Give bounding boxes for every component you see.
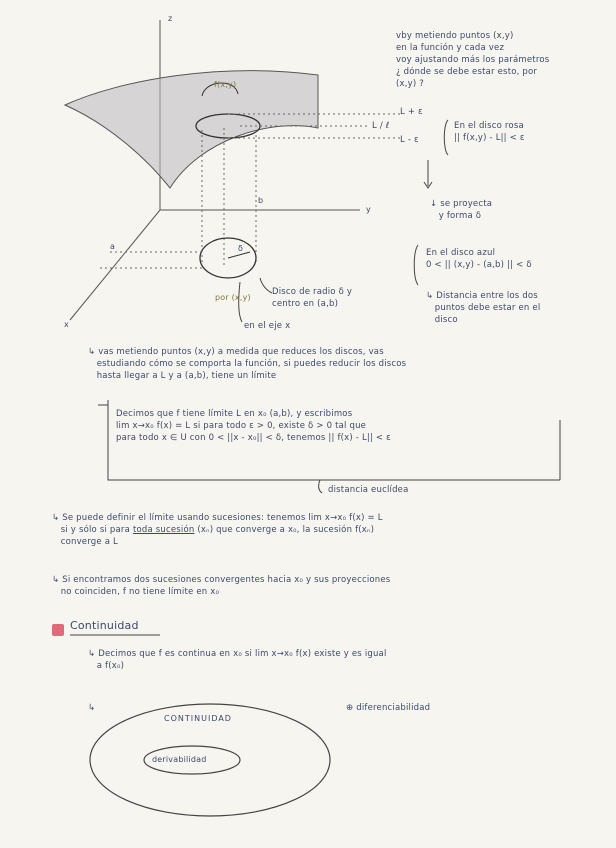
label-distancia-euclidea: distancia euclídea [328, 485, 409, 495]
note-disco-azul: En el disco azul 0 < || (x,y) - (a,b) || < δ [426, 248, 532, 270]
axis-z-label: z [168, 14, 173, 23]
axis-y-label: y [366, 205, 371, 214]
para2-start: ↳ Se puede definir el límite usando sucesiones: tenemos lim x→x₀ f(x) = L si y sólo si para [52, 513, 383, 535]
definition-limite: Decimos que f tiene límite L en x₀ (a,b), y escribimos lim x→x₀ f(x) = L si para todo ε > 0, existe δ > 0 tal que para todo x ∈ U con 0 < ||x - x₀|| < δ, tenemos || f(x) - L|| < ε [116, 409, 391, 443]
brace-blue [414, 245, 418, 285]
label-l-plus-eps: L + ε [400, 107, 423, 117]
axis-b-label: b [258, 196, 264, 205]
pointer-euclid [319, 480, 322, 493]
section-title-continuidad: Continuidad [70, 619, 139, 632]
note-disc-rosa: En el disco rosa || f(x,y) - L|| < ε [454, 121, 525, 143]
label-derivabilidad: derivabilidad [152, 755, 207, 764]
para2-underlined: toda sucesión [132, 525, 195, 535]
note-top-right: vby metiendo puntos (x,y) en la función y cada vez voy ajustando más los parámetros ¿ dónde se debe estar esto, por (x,y) ? [396, 31, 550, 89]
label-l-minus-eps: L - ε [400, 135, 419, 145]
brace-pink [444, 120, 448, 155]
paragraph-continua: ↳ Decimos que f es continua en x₀ si lim x→x₀ f(x) existe y es igual a f(x₀) [88, 649, 387, 671]
surface-f [65, 71, 318, 188]
note-disco-radio: Disco de radio δ y centro en (a,b) [272, 287, 353, 309]
axis-x-label: x [64, 320, 69, 329]
x-axis [70, 210, 160, 320]
surf-label: f(x,y) [214, 80, 237, 89]
label-continuidad-caps: CONTINUIDAD [164, 714, 232, 723]
pointer-disc [260, 278, 272, 293]
arrow-continuidad: ↳ [88, 703, 96, 713]
note-proyecta: ↓ se proyecta y forma δ [430, 199, 493, 221]
axis-a-label: a [110, 242, 116, 251]
paragraph-no-limite: ↳ Si encontramos dos sucesiones convergentes hacia x₀ y sus proyecciones no coinciden, f no tiene límite en x₀ [52, 575, 391, 597]
note-diferenciabilidad: ⊕ diferenciabilidad [346, 703, 431, 713]
paragraph-discos: ↳ vas metiendo puntos (x,y) a medida que reduces los discos, vas estudiando cómo se comporta la función, si puedes reducir los discos hasta llegar a L y a (a,b), tiene un límite [88, 347, 407, 381]
paragraph-sucesiones [52, 512, 572, 548]
delta-label: δ [238, 244, 244, 253]
para2-end: (xₙ) que converge a x₀, la sucesión f(xₙ) converge a L [60, 525, 375, 547]
note-distancia: ↳ Distancia entre los dos puntos debe estar en el disco [426, 291, 541, 325]
note-en-eje: en el eje x [244, 321, 291, 331]
curve-label: por (x,y) [215, 293, 251, 302]
label-l: L / ℓ [372, 121, 390, 131]
section-marker [52, 624, 64, 636]
